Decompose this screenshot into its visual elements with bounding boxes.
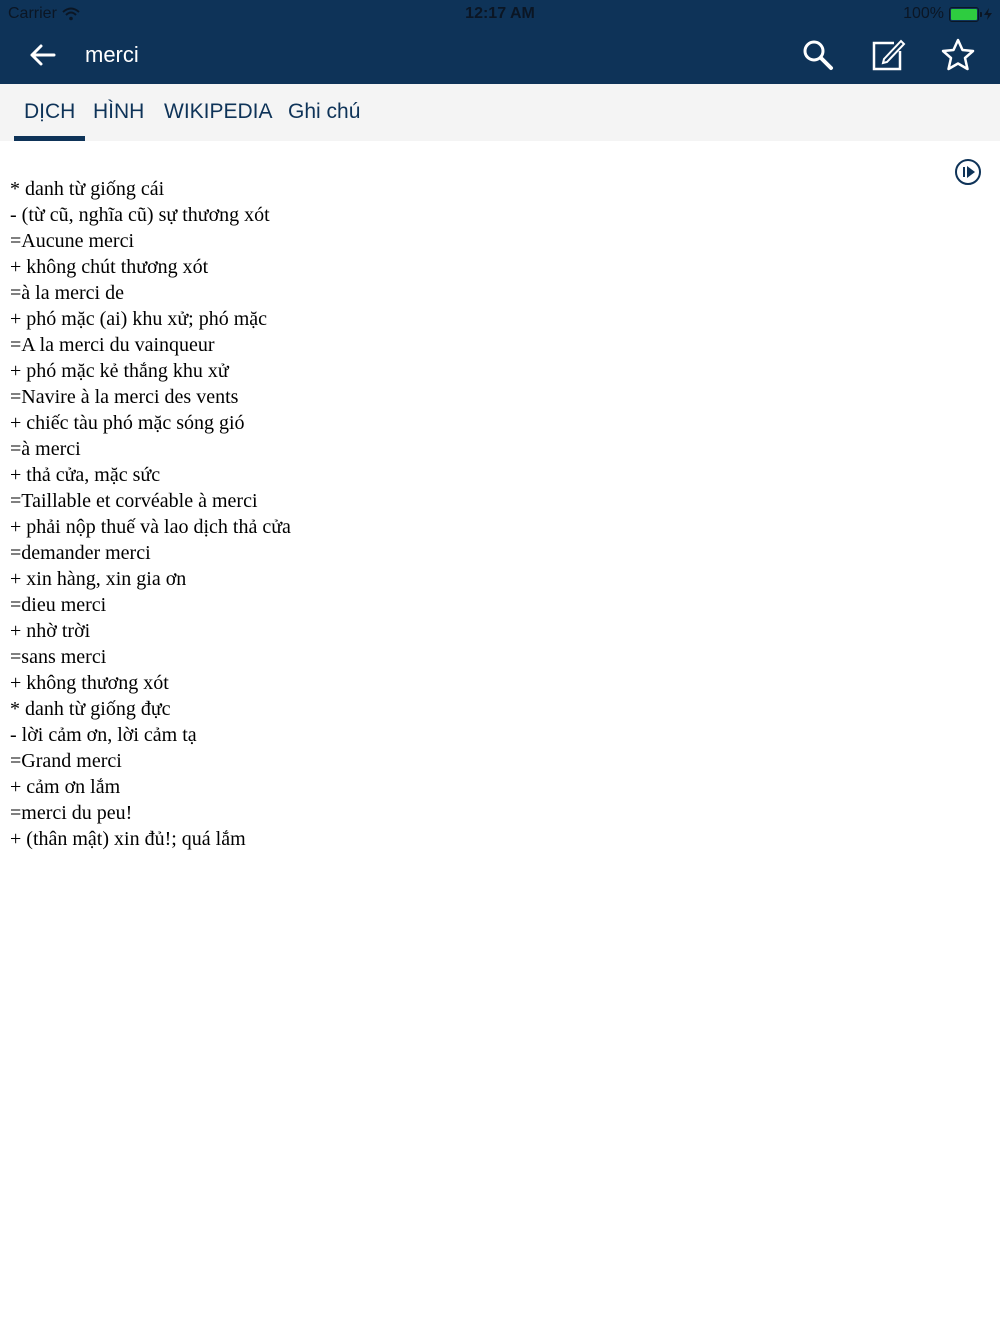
status-bar: [0, 0, 1000, 28]
definition-line: + phó mặc (ai) khu xử; phó mặc: [10, 308, 268, 330]
definition-line: =à merci: [10, 438, 81, 460]
definition-line: + không thương xót: [10, 672, 169, 694]
battery-percent: 100%: [903, 5, 944, 22]
definition-line: + cảm ơn lắm: [10, 776, 121, 798]
definition-line: =sans merci: [10, 646, 107, 668]
definition-line: - lời cảm ơn, lời cảm tạ: [10, 724, 197, 746]
definition-line: + phó mặc kẻ thắng khu xử: [10, 360, 229, 382]
status-time: 12:17 AM: [465, 5, 535, 22]
star-icon[interactable]: [940, 37, 976, 73]
tab-ghi-chu[interactable]: Ghi chú: [288, 100, 361, 123]
definition-line: + xin hàng, xin gia ơn: [10, 568, 187, 590]
search-icon[interactable]: [800, 37, 836, 73]
definition-line: =dieu merci: [10, 594, 107, 616]
arrow-left-icon[interactable]: [26, 38, 60, 72]
speaker-icon[interactable]: [954, 158, 982, 186]
definition-line: * danh từ giống cái: [10, 178, 165, 200]
definition-line: =A la merci du vainqueur: [10, 334, 215, 356]
tab-hinh[interactable]: HÌNH: [93, 100, 145, 123]
definition-line: =Aucune merci: [10, 230, 135, 252]
definition-line: + chiếc tàu phó mặc sóng gió: [10, 412, 245, 434]
definition-line: + (thân mật) xin đủ!; quá lắm: [10, 828, 246, 850]
search-query[interactable]: merci: [85, 42, 139, 67]
definition-line: + phải nộp thuế và lao dịch thả cửa: [10, 516, 291, 538]
definition-line: + nhờ trời: [10, 620, 91, 642]
tab-dich[interactable]: DỊCH: [14, 100, 85, 141]
definition-line: - (từ cũ, nghĩa cũ) sự thương xót: [10, 204, 270, 226]
battery-group: [903, 5, 992, 23]
battery-icon: [949, 7, 979, 22]
definition-line: * danh từ giống đực: [10, 698, 171, 720]
definition-line: =Grand merci: [10, 750, 122, 772]
charging-icon: [984, 8, 992, 20]
definition-line: + thả cửa, mặc sức: [10, 464, 161, 486]
tab-bar: [0, 84, 1000, 141]
definition-line: + không chút thương xót: [10, 256, 209, 278]
definition-line: =Taillable et corvéable à merci: [10, 490, 258, 512]
definition-line: =Navire à la merci des vents: [10, 386, 239, 408]
tab-wikipedia[interactable]: WIKIPEDIA: [164, 100, 273, 123]
carrier-label: Carrier: [8, 5, 57, 22]
top-bar: [0, 0, 1000, 84]
nav-row: [0, 28, 1000, 84]
definition-content: [10, 176, 910, 852]
definition-line: =demander merci: [10, 542, 151, 564]
definition-line: =à la merci de: [10, 282, 124, 304]
definition-line: =merci du peu!: [10, 802, 133, 824]
edit-icon[interactable]: [870, 37, 906, 73]
